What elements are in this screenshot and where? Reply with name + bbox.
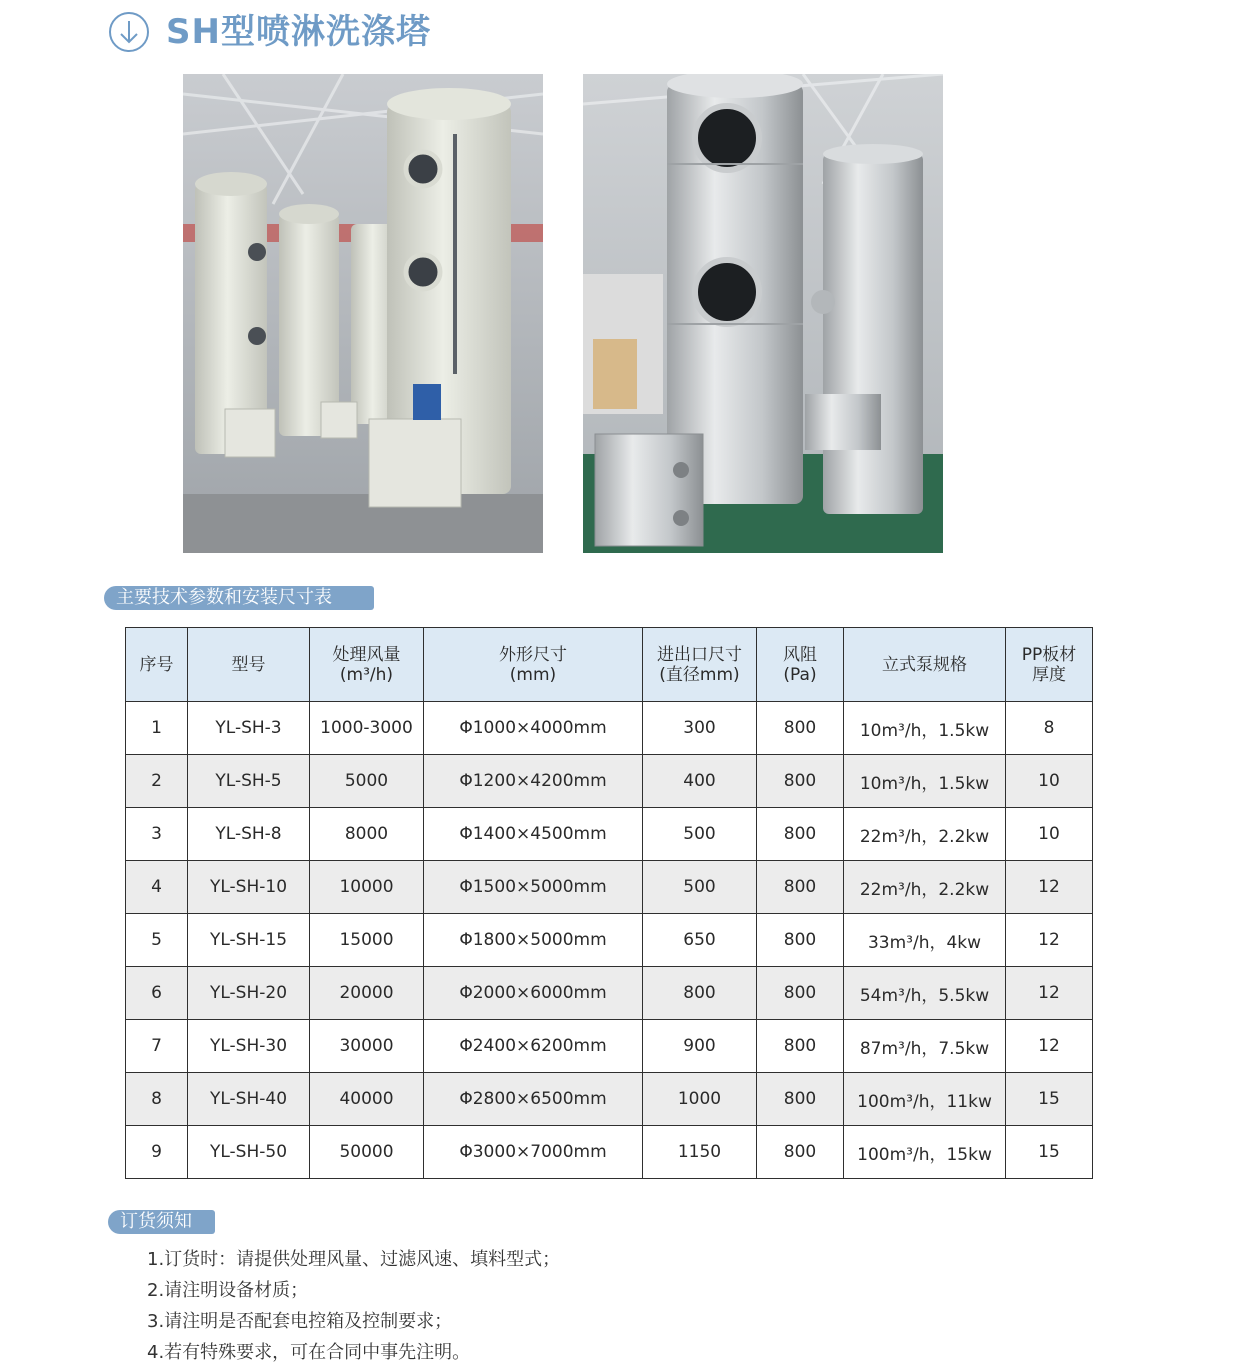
- table-cell: 800: [757, 914, 844, 967]
- table-cell: 10000: [310, 861, 424, 914]
- table-header-text: (Pa): [783, 664, 817, 685]
- order-note-item: 4.若有特殊要求，可在合同中事先注明。: [147, 1342, 471, 1363]
- table-cell: 800: [757, 967, 844, 1020]
- table-row: [126, 1020, 1093, 1073]
- table-row: [126, 861, 1093, 914]
- table-cell: 12: [1006, 967, 1093, 1020]
- table-cell: Φ2000×6000mm: [424, 967, 643, 1020]
- table-cell: 800: [757, 1020, 844, 1073]
- table-body: [126, 702, 1093, 1179]
- table-header-cell: [126, 628, 188, 702]
- table-cell: YL-SH-15: [188, 914, 310, 967]
- table-cell: 500: [643, 861, 757, 914]
- order-note-item: 2.请注明设备材质；: [147, 1280, 309, 1301]
- table-cell: 800: [757, 1126, 844, 1179]
- table-cell: 6: [126, 967, 188, 1020]
- table-cell: 54m³/h，5.5kw: [844, 967, 1006, 1020]
- order-notes-list: [147, 1244, 560, 1366]
- table-cell: 500: [643, 808, 757, 861]
- table-cell: Φ1500×5000mm: [424, 861, 643, 914]
- table-header-text: 序号: [139, 654, 174, 675]
- table-header-cell: [757, 628, 844, 702]
- table-header-cell: [643, 628, 757, 702]
- table-cell: 22m³/h，2.2kw: [844, 861, 1006, 914]
- table-cell: 800: [757, 808, 844, 861]
- page-title: SH型喷淋洗涤塔: [166, 12, 431, 52]
- table-cell: YL-SH-40: [188, 1073, 310, 1126]
- table-cell: Φ2800×6500mm: [424, 1073, 643, 1126]
- table-cell: 15000: [310, 914, 424, 967]
- table-row: [126, 914, 1093, 967]
- table-cell: 1150: [643, 1126, 757, 1179]
- table-cell: YL-SH-5: [188, 755, 310, 808]
- table-cell: 100m³/h，15kw: [844, 1126, 1006, 1179]
- table-header-text: 外形尺寸: [499, 644, 567, 665]
- table-cell: 900: [643, 1020, 757, 1073]
- table-cell: 100m³/h，11kw: [844, 1073, 1006, 1126]
- table-header-text: 风阻: [783, 644, 817, 665]
- arrow-down-circle-icon: [108, 11, 150, 53]
- table-cell: Φ1400×4500mm: [424, 808, 643, 861]
- table-cell: 33m³/h，4kw: [844, 914, 1006, 967]
- table-cell: 40000: [310, 1073, 424, 1126]
- table-cell: 650: [643, 914, 757, 967]
- table-cell: YL-SH-50: [188, 1126, 310, 1179]
- params-section-label: 主要技术参数和安装尺寸表: [104, 586, 374, 610]
- order-note-item: 3.请注明是否配套电控箱及控制要求；: [147, 1311, 453, 1332]
- table-header-text: 厚度: [1032, 664, 1066, 685]
- table-cell: YL-SH-30: [188, 1020, 310, 1073]
- table-cell: 1000-3000: [310, 702, 424, 755]
- table-row: [126, 1073, 1093, 1126]
- table-cell: 8: [1006, 702, 1093, 755]
- table-cell: 20000: [310, 967, 424, 1020]
- table-cell: YL-SH-10: [188, 861, 310, 914]
- table-cell: Φ1200×4200mm: [424, 755, 643, 808]
- table-cell: 300: [643, 702, 757, 755]
- table-cell: 1: [126, 702, 188, 755]
- table-header-text: (mm): [509, 664, 557, 685]
- table-cell: 10: [1006, 808, 1093, 861]
- table-header-cell: [1006, 628, 1093, 702]
- table-header-text: PP板材: [1021, 644, 1077, 665]
- table-cell: Φ1000×4000mm: [424, 702, 643, 755]
- table-header-text: 型号: [231, 654, 266, 675]
- table-cell: 7: [126, 1020, 188, 1073]
- table-header-cell: [424, 628, 643, 702]
- table-cell: 1000: [643, 1073, 757, 1126]
- stainless-scrubber-towers-photo: [583, 74, 943, 553]
- table-row: [126, 808, 1093, 861]
- table-cell: 800: [757, 755, 844, 808]
- table-row: [126, 967, 1093, 1020]
- table-cell: 2: [126, 755, 188, 808]
- table-cell: 10: [1006, 755, 1093, 808]
- table-cell: YL-SH-3: [188, 702, 310, 755]
- table-cell: 22m³/h，2.2kw: [844, 808, 1006, 861]
- table-cell: 50000: [310, 1126, 424, 1179]
- table-cell: Φ1800×5000mm: [424, 914, 643, 967]
- table-row: [126, 1126, 1093, 1179]
- table-cell: 30000: [310, 1020, 424, 1073]
- table-cell: 3: [126, 808, 188, 861]
- table-cell: 5000: [310, 755, 424, 808]
- table-cell: 8: [126, 1073, 188, 1126]
- table-cell: 12: [1006, 861, 1093, 914]
- table-header-cell: [844, 628, 1006, 702]
- table-cell: 800: [643, 967, 757, 1020]
- table-cell: 12: [1006, 914, 1093, 967]
- table-cell: 5: [126, 914, 188, 967]
- table-cell: Φ3000×7000mm: [424, 1126, 643, 1179]
- table-cell: 12: [1006, 1020, 1093, 1073]
- table-cell: 800: [757, 702, 844, 755]
- table-header-cell: [188, 628, 310, 702]
- spec-table: [125, 627, 1093, 1179]
- table-header-cell: [310, 628, 424, 702]
- table-cell: 400: [643, 755, 757, 808]
- table-header-text: 进出口尺寸: [657, 644, 742, 665]
- table-header-text: (m³/h): [339, 664, 394, 685]
- table-cell: 800: [757, 861, 844, 914]
- table-cell: 87m³/h，7.5kw: [844, 1020, 1006, 1073]
- pp-scrubber-towers-photo: [183, 74, 543, 553]
- table-cell: 4: [126, 861, 188, 914]
- table-cell: 15: [1006, 1126, 1093, 1179]
- table-row: [126, 702, 1093, 755]
- table-header-text: 处理风量: [332, 644, 401, 665]
- order-notes-label: 订货须知: [108, 1210, 215, 1234]
- table-header-row: [126, 628, 1093, 702]
- table-cell: YL-SH-20: [188, 967, 310, 1020]
- table-cell: 800: [757, 1073, 844, 1126]
- table-cell: 15: [1006, 1073, 1093, 1126]
- table-cell: 8000: [310, 808, 424, 861]
- table-cell: 9: [126, 1126, 188, 1179]
- table-cell: 10m³/h，1.5kw: [844, 702, 1006, 755]
- table-row: [126, 755, 1093, 808]
- table-cell: YL-SH-8: [188, 808, 310, 861]
- table-header-text: 立式泵规格: [882, 654, 967, 675]
- table-cell: Φ2400×6200mm: [424, 1020, 643, 1073]
- order-note-item: 1.订货时：请提供处理风量、过滤风速、填料型式；: [147, 1249, 561, 1270]
- table-cell: 10m³/h，1.5kw: [844, 755, 1006, 808]
- table-header-text: (直径mm): [659, 664, 740, 685]
